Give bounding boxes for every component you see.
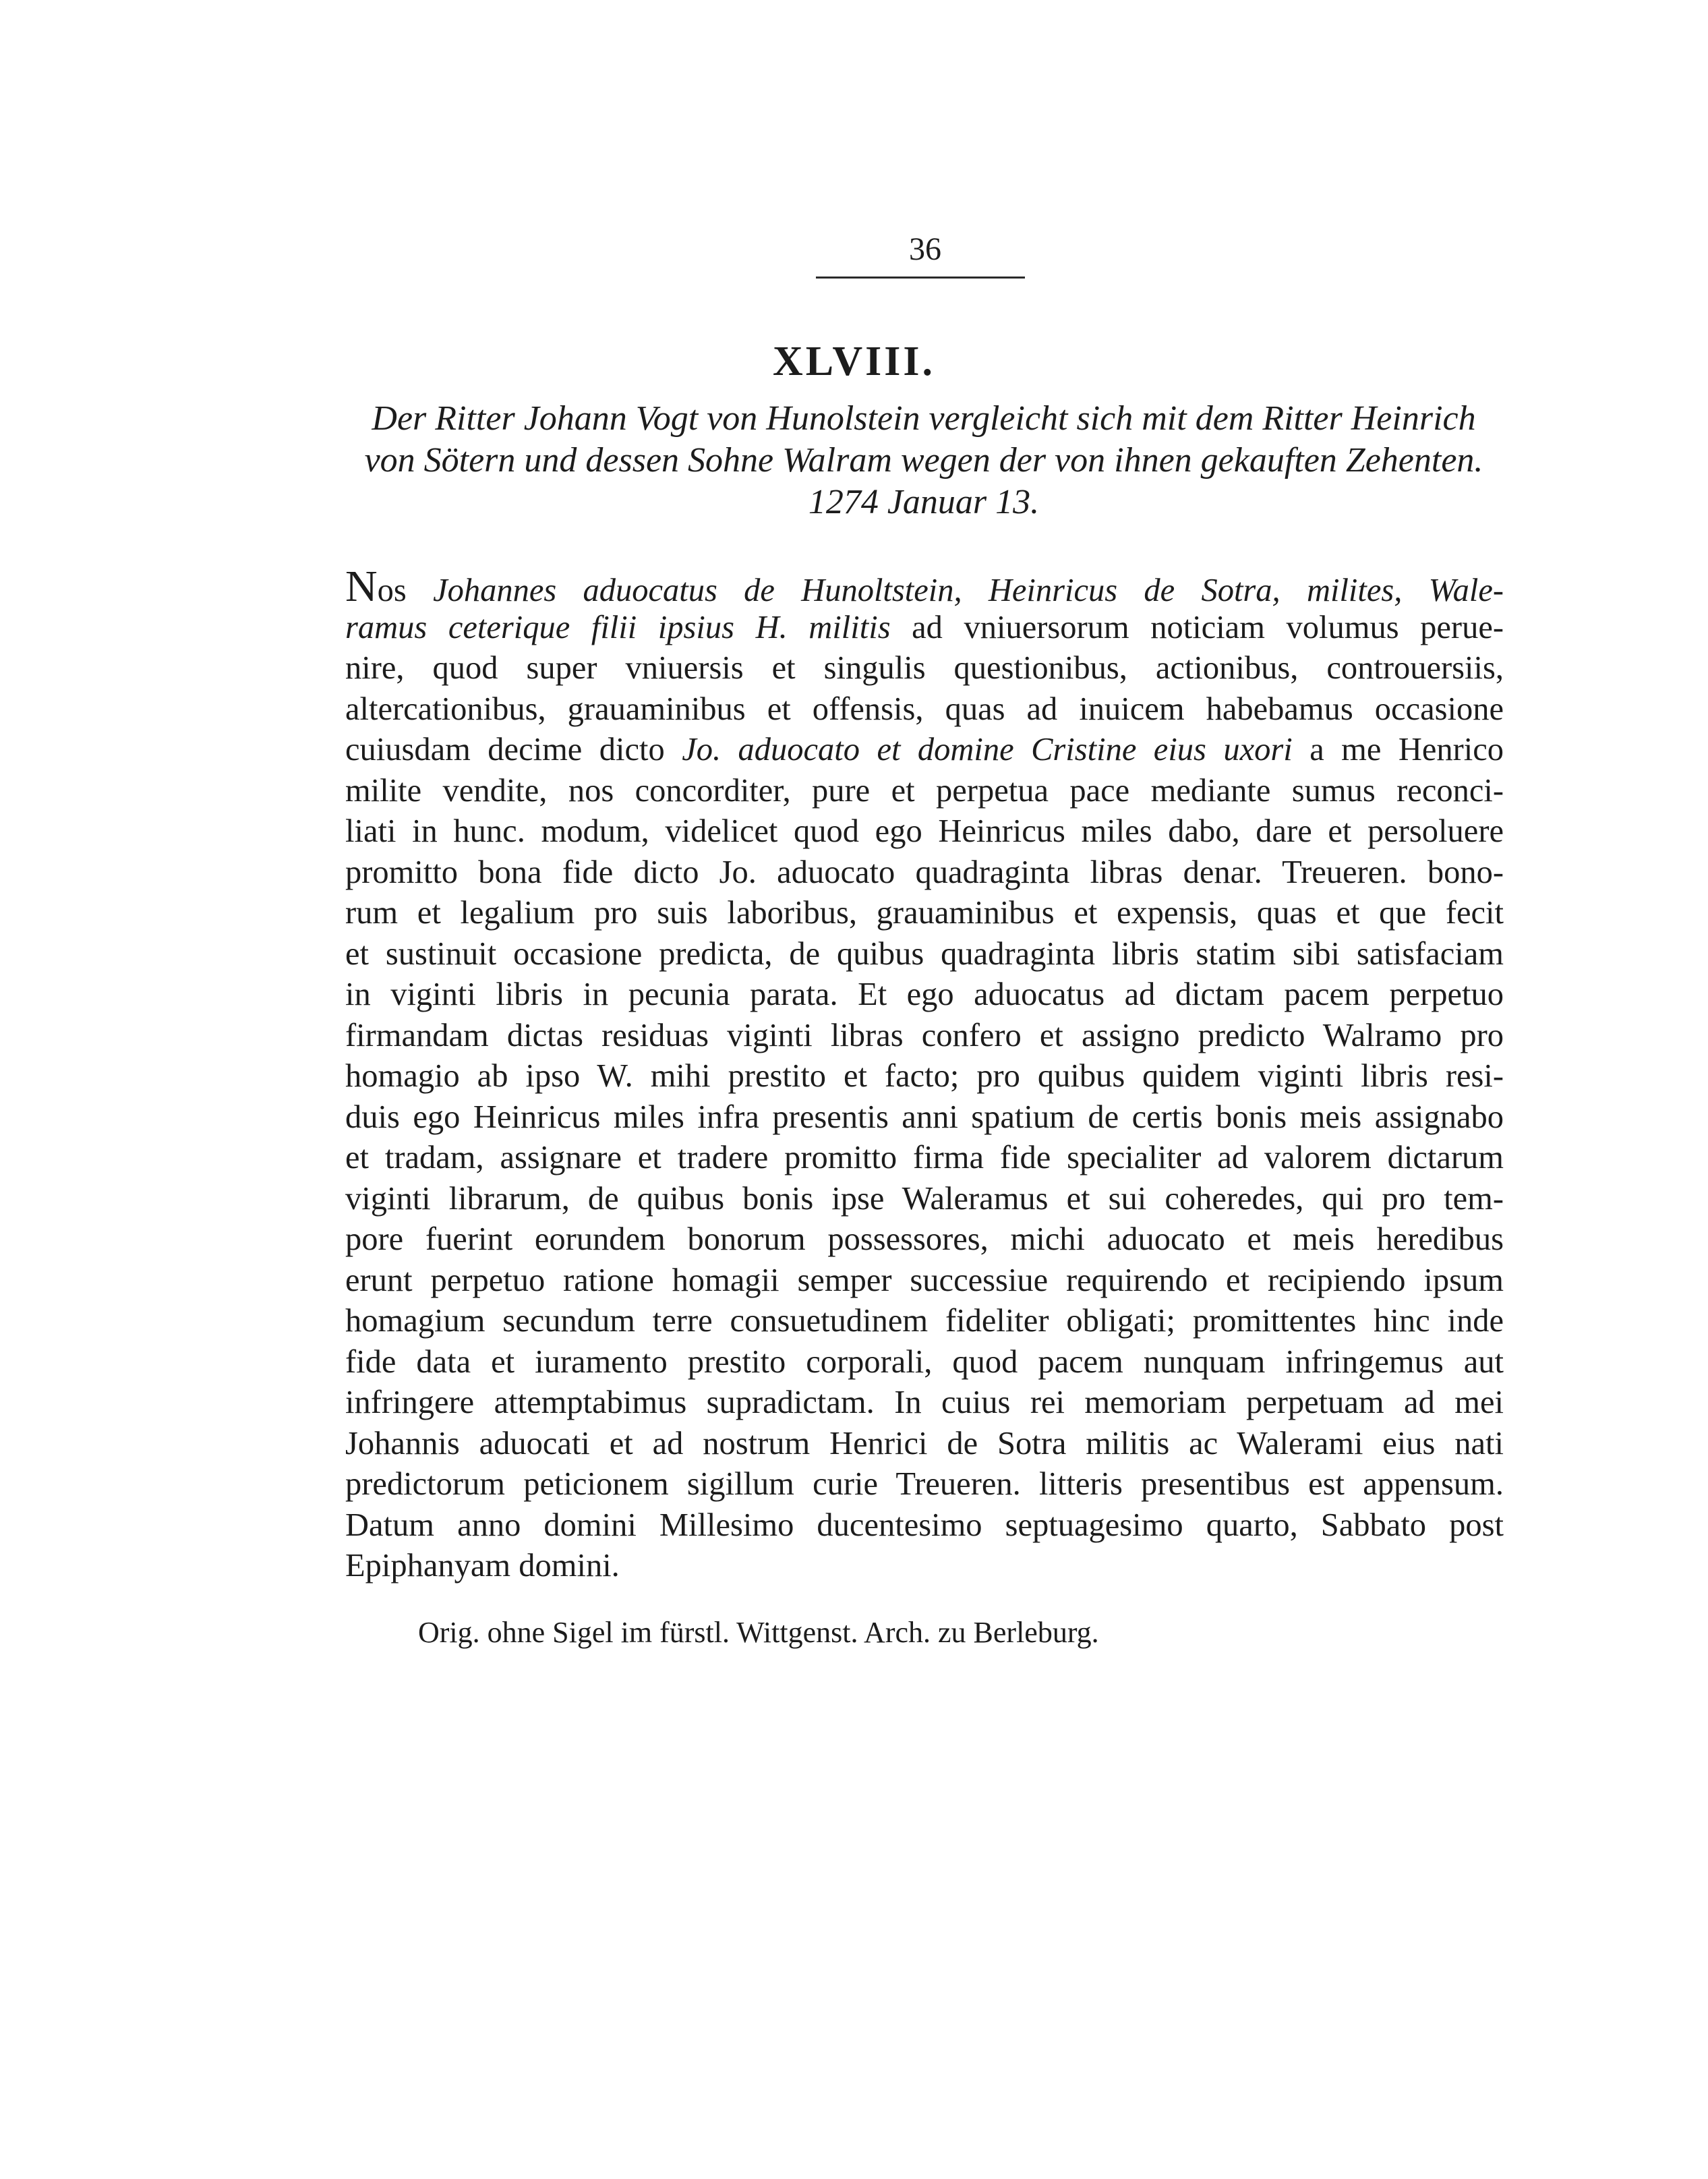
charter-line-25: Epiphanyam domini. — [345, 1548, 620, 1584]
regest-date: 1274 Januar 13. — [808, 483, 1040, 521]
charter-line-9: rum et legalium pro suis laboribus, grauaminibus et expensis, quas et que fecit — [345, 895, 1504, 931]
regest-line-2: von Sötern und dessen Sohne Walram wegen der von ihnen gekauften Zehenten. — [364, 441, 1483, 480]
charter-line-13: homagio ab ipso W. mihi prestito et facto; pro quibus quidem viginti libris resi- — [345, 1058, 1504, 1094]
regest — [337, 398, 1510, 523]
charter-line-22: Johannis aduocati et ad nostrum Henrici de Sotra militis ac Walerami eius nati — [345, 1425, 1504, 1461]
charter-line-6: milite vendite, nos concorditer, pure et perpetua pace mediante sumus reconci- — [345, 772, 1504, 809]
charter-line-12: firmandam dictas residuas viginti libras confero et assigno predicto Walramo pro — [345, 1017, 1504, 1053]
charter-line-2-roman: ad vniuersorum noticiam volumus perue- — [912, 609, 1504, 645]
charter-line-15: et tradam, assignare et tradere promitto firma fide specialiter ad valorem dictarum — [345, 1140, 1504, 1175]
charter-line-5-roman-a: cuiusdam decime dicto — [345, 732, 665, 767]
regest-line-1: Der Ritter Johann Vogt von Hunolstein vergleicht sich mit dem Ritter Heinrich — [372, 399, 1476, 438]
page-number: 36 — [909, 231, 941, 267]
charter-line-7: liati in hunc. modum, videlicet quod ego Heinricus miles dabo, dare et persoluere — [345, 813, 1504, 849]
charter-text — [345, 562, 1504, 1587]
charter-line-19: homagium secundum terre consuetudinem fideliter obligati; promittentes hinc inde — [345, 1303, 1504, 1339]
charter-line-5 — [345, 730, 1504, 771]
charter-line-21: infringere attemptabimus supradictam. In cuius rei memoriam perpetuam ad mei — [345, 1385, 1504, 1420]
charter-line-4: altercationibus, grauaminibus et offensis, quas ad inuicem habebamus occasione — [345, 691, 1504, 727]
charter-line-1 — [345, 562, 1504, 611]
charter-line-18: erunt perpetuo ratione homagii semper successiue requirendo et recipiendo ipsum — [345, 1262, 1504, 1298]
charter-line-23: predictorum peticionem sigillum curie Treueren. litteris presentibus est appensum. — [345, 1466, 1504, 1502]
initial-letter: N — [345, 562, 378, 611]
charter-line-2-italic: ramus ceterique filii ipsius H. militis — [345, 609, 891, 645]
charter-line-11: in viginti libris in pecunia parata. Et ego aduocatus ad dictam pacem perpetuo — [345, 977, 1504, 1012]
charter-line-5-roman-b: a me Henrico — [1309, 732, 1504, 767]
charter-line-8: promitto bona fide dicto Jo. aduocato quadraginta libras denar. Treueren. bono- — [345, 854, 1504, 890]
page-number-rule — [816, 277, 1025, 279]
charter-line-24: Datum anno domini Millesimo ducentesimo septuagesimo quarto, Sabbato post — [345, 1507, 1504, 1543]
charter-line-17: pore fuerint eorundem bonorum possessores, michi aduocato et meis heredibus — [345, 1221, 1504, 1257]
charter-line-3: nire, quod super vniuersis et singulis questionibus, actionibus, controuersiis, — [345, 650, 1504, 686]
document-number: XLVIII. — [772, 339, 936, 384]
charter-line-10: et sustinuit occasione predicta, de quibus quadraginta libris statim sibi satisfaciam — [345, 935, 1504, 972]
charter-line-14: duis ego Heinricus miles infra presentis anni spatium de certis bonis meis assignabo — [345, 1099, 1504, 1135]
charter-line-1-italic: Johannes aduocatus de Hunoltstein, Heinricus de Sotra, milites, Wale- — [433, 573, 1504, 608]
source-note: Orig. ohne Sigel im fürstl. Wittgenst. Arch. zu Berleburg. — [418, 1616, 1099, 1649]
charter-line-5-italic: Jo. aduocato et domine Cristine eius uxori — [682, 732, 1293, 767]
charter-line-16: viginti librarum, de quibus bonis ipse Waleramus et sui coheredes, qui pro tem- — [345, 1180, 1504, 1217]
charter-line-1-smallcaps: os — [377, 573, 407, 608]
charter-line-2 — [345, 608, 1504, 649]
charter-line-20: fide data et iuramento prestito corporali, quod pacem nunquam infringemus aut — [345, 1343, 1504, 1380]
